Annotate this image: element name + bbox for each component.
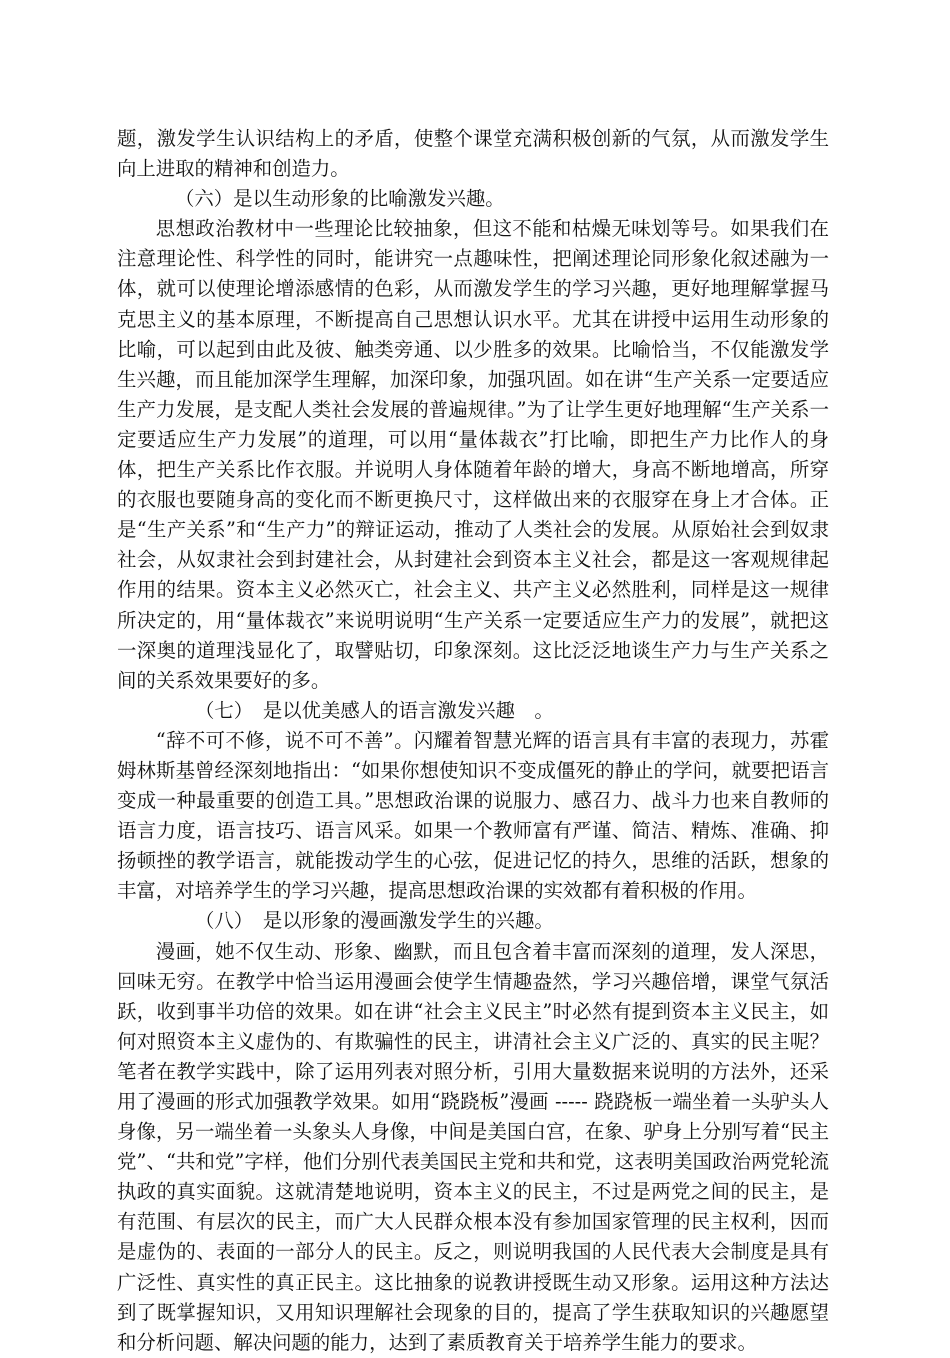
paragraph-cartoon: 漫画，她不仅生动、形象、幽默，而且包含着丰富而深刻的道理，发人深思，回味无穷。在教学中恰当运用漫画会使学生情趣盎然，学习兴趣倍增，课堂气氛活跃，收到事半功倍的效果。如在讲“社会主义民主”时必然有提到资本主义民主，如何对照资本主义虚伪的、有欺骗性的民主，讲清社会主义广泛的、真实的民主呢？笔者在教学实践中，除了运用列表对照分析，引用大量数据来说明的方法外，还采用了漫画的形式加强教学效果。如用“跷跷板”漫画 ----- 跷跷板一端坐着一头驴头人身像，另一端坐着一头象头人身像，中间是美国白宫，在象、驴身上分别写着“民主党”、“共和党”字样，他们分别代表美国民主党和共和党，这表明美国政治两党轮流执政的真实面貌。这就清楚地说明，资本主义的民主，不过是两党之间的民主，是有范围、有层次的民主，而广大人民群众根本没有参加国家管理的民主权利，因而是虚伪的、表面的一部分人的民主。反之，则说明我国的人民代表大会制度是具有广泛性、真实性的真正民主。这比抽象的说教讲授既生动又形象。运用这种方法达到了既掌握知识，又用知识理解社会现象的目的，提高了学生获取知识的兴趣愿望和分析问题、解决问题的能力，达到了素质教育关于培养学生能力的要求。	[117, 939, 829, 1354]
paragraph-metaphor: 思想政治教材中一些理论比较抽象，但这不能和枯燥无味划等号。如果我们在注意理论性、科学性的同时，能讲究一点趣味性，把阐述理论同形象化叙述融为一体，就可以使理论增添感情的色彩，从而激发学生的学习兴趣，更好地理解掌握马克思主义的基本原理，不断提高自己思想认识水平。尤其在讲授中运用生动形象的比喻，可以起到由此及彼、触类旁通、以少胜多的效果。比喻恰当，不仅能激发学生兴趣，而且能加深学生理解，加深印象，加强巩固。如在讲“生产关系一定要适应生产力发展，是支配人类社会发展的普遍规律。”为了让学生更好地理解“生产关系一定要适应生产力发展”的道理，可以用“量体裁衣”打比喻，即把生产力比作人的身体，把生产关系比作衣服。并说明人身体随着年龄的增大，身高不断地增高，所穿的衣服也要随身高的变化而不断更换尺寸，这样做出来的衣服穿在身上才合体。正是“生产关系”和“生产力”的辩证运动，推动了人类社会的发展。从原始社会到奴隶社会，从奴隶社会到封建社会，从封建社会到资本主义社会，都是这一客观规律起作用的结果。资本主义必然灭亡，社会主义、共产主义必然胜利，同样是这一规律所决定的，用“量体裁衣”来说明说明“生产关系一定要适应生产力的发展”，就把这一深奥的道理浅显化了，取譬贴切，印象深刻。这比泛泛地谈生产力与生产关系之间的关系效果要好的多。	[117, 217, 829, 692]
section-heading-six: （六）是以生动形象的比喻激发兴趣。	[175, 187, 505, 211]
paragraph-language: “辞不可不修，说不可不善”。闪耀着智慧光辉的语言具有丰富的表现力，苏霍姆林斯基曾经深刻地指出：“如果你想使知识不变成僵死的静止的学问，就要把语言变成一种最重要的创造工具。”思想政治课的说服力、感召力、战斗力也来自教师的语言力度，语言技巧、语言风采。如果一个教师富有严谨、简洁、精炼、准确、抑扬顿挫的教学语言，就能拨动学生的心弦，促进记忆的持久，思维的活跃，想象的丰富，对培养学生的学习兴趣，提高思想政治课的实效都有着积极的作用。	[117, 728, 829, 903]
paragraph-continuation: 题，激发学生认识结构上的矛盾，使整个课堂充满积极创新的气氛，从而激发学生向上进取的精神和创造力。	[117, 127, 829, 181]
section-heading-seven: （七） 是以优美感人的语言激发兴趣 。	[195, 698, 554, 722]
section-heading-eight: （八） 是以形象的漫画激发学生的兴趣。	[195, 909, 554, 933]
document-page	[117, 124, 829, 1358]
